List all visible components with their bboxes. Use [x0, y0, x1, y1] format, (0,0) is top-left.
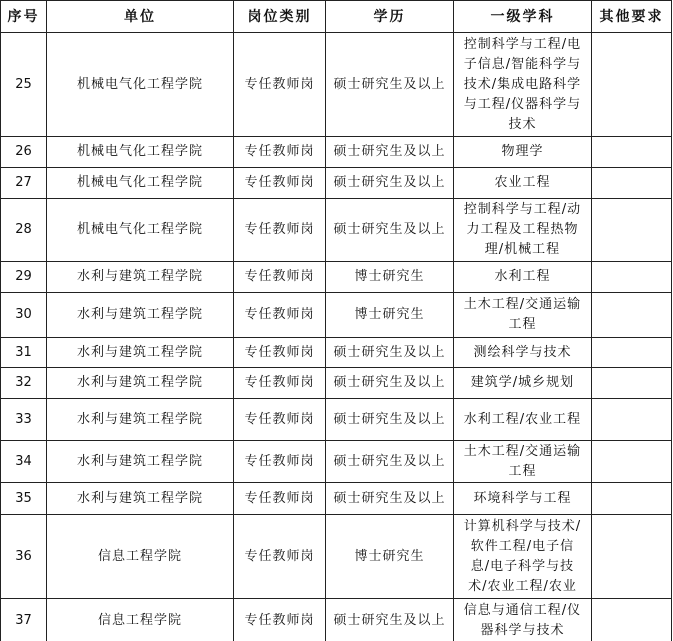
- cell-discipline-wrap: [454, 293, 592, 338]
- cell-post-type: 专任教师岗: [234, 293, 326, 338]
- cell-other: [592, 515, 672, 599]
- table-row: [1, 168, 672, 199]
- cell-discipline: 土木工程/交通运输工程: [463, 297, 582, 332]
- cell-education: 硕士研究生及以上: [326, 137, 454, 168]
- header-education: 学历: [326, 1, 454, 33]
- table-row: [1, 368, 672, 399]
- cell-discipline: 农业工程: [494, 175, 551, 190]
- cell-education: 硕士研究生及以上: [326, 399, 454, 441]
- cell-unit: 信息工程学院: [47, 515, 234, 599]
- cell-discipline-wrap: [454, 399, 592, 441]
- cell-discipline-wrap: [454, 262, 592, 293]
- cell-post-type: 专任教师岗: [234, 338, 326, 368]
- cell-other: [592, 293, 672, 338]
- header-discipline: 一级学科: [454, 1, 592, 33]
- cell-unit: 水利与建筑工程学院: [47, 368, 234, 399]
- cell-discipline-wrap: [454, 483, 592, 515]
- cell-unit: 水利与建筑工程学院: [47, 441, 234, 483]
- cell-unit: 水利与建筑工程学院: [47, 293, 234, 338]
- cell-discipline-wrap: [454, 199, 592, 262]
- cell-education: 硕士研究生及以上: [326, 168, 454, 199]
- table-row: [1, 137, 672, 168]
- cell-post-type: 专任教师岗: [234, 599, 326, 641]
- table-row: [1, 293, 672, 338]
- cell-discipline: 计算机科学与技术/软件工程/电子信息/电子科学与技术/农业工程/农业: [463, 518, 582, 594]
- cell-discipline: 建筑学/城乡规划: [470, 375, 575, 390]
- cell-discipline-wrap: [454, 137, 592, 168]
- cell-unit: 水利与建筑工程学院: [47, 483, 234, 515]
- cell-unit: 机械电气化工程学院: [47, 137, 234, 168]
- cell-education: 硕士研究生及以上: [326, 483, 454, 515]
- cell-discipline: 水利工程: [494, 269, 551, 284]
- cell-other: [592, 483, 672, 515]
- cell-other: [592, 599, 672, 641]
- cell-other: [592, 262, 672, 293]
- cell-unit: 水利与建筑工程学院: [47, 338, 234, 368]
- cell-education: 硕士研究生及以上: [326, 199, 454, 262]
- cell-post-type: 专任教师岗: [234, 262, 326, 293]
- cell-seq: 29: [1, 262, 47, 293]
- cell-education: 博士研究生: [326, 262, 454, 293]
- table-row: [1, 33, 672, 137]
- table-row: [1, 599, 672, 641]
- cell-other: [592, 338, 672, 368]
- cell-seq: 33: [1, 399, 47, 441]
- cell-post-type: 专任教师岗: [234, 399, 326, 441]
- cell-seq: 31: [1, 338, 47, 368]
- cell-discipline-wrap: [454, 599, 592, 641]
- cell-education: 硕士研究生及以上: [326, 368, 454, 399]
- header-seq: 序号: [1, 1, 47, 33]
- cell-discipline: 水利工程/农业工程: [463, 411, 582, 427]
- cell-discipline: 土木工程/交通运输工程: [463, 443, 582, 479]
- table-row: [1, 441, 672, 483]
- cell-discipline: 控制科学与工程/电子信息/智能科学与技术/集成电路科学与工程/仪器科学与技术: [463, 36, 582, 132]
- cell-other: [592, 441, 672, 483]
- cell-post-type: 专任教师岗: [234, 441, 326, 483]
- cell-post-type: 专任教师岗: [234, 199, 326, 262]
- cell-seq: 27: [1, 168, 47, 199]
- cell-other: [592, 33, 672, 137]
- table-row: [1, 515, 672, 599]
- table-header-row: [1, 1, 672, 33]
- cell-post-type: 专任教师岗: [234, 137, 326, 168]
- cell-post-type: 专任教师岗: [234, 515, 326, 599]
- table-row: [1, 262, 672, 293]
- cell-post-type: 专任教师岗: [234, 483, 326, 515]
- cell-unit: 机械电气化工程学院: [47, 33, 234, 137]
- cell-discipline: 测绘科学与技术: [473, 344, 572, 360]
- header-other: 其他要求: [592, 1, 672, 33]
- cell-education: 硕士研究生及以上: [326, 338, 454, 368]
- cell-unit: 水利与建筑工程学院: [47, 262, 234, 293]
- table-row: [1, 199, 672, 262]
- cell-other: [592, 399, 672, 441]
- cell-discipline: 信息与通信工程/仪器科学与技术: [463, 603, 582, 638]
- cell-education: 博士研究生: [326, 293, 454, 338]
- cell-seq: 32: [1, 368, 47, 399]
- cell-other: [592, 199, 672, 262]
- cell-discipline-wrap: [454, 515, 592, 599]
- cell-unit: 机械电气化工程学院: [47, 199, 234, 262]
- header-unit: 单位: [47, 1, 234, 33]
- cell-education: 硕士研究生及以上: [326, 599, 454, 641]
- cell-other: [592, 368, 672, 399]
- cell-unit: 机械电气化工程学院: [47, 168, 234, 199]
- cell-seq: 28: [1, 199, 47, 262]
- table-row: [1, 483, 672, 515]
- cell-seq: 34: [1, 441, 47, 483]
- cell-education: 博士研究生: [326, 515, 454, 599]
- cell-discipline: 物理学: [501, 144, 544, 159]
- header-post-type: 岗位类别: [234, 1, 326, 33]
- cell-seq: 37: [1, 599, 47, 641]
- cell-education: 硕士研究生及以上: [326, 33, 454, 137]
- table-row: [1, 338, 672, 368]
- cell-discipline-wrap: [454, 33, 592, 137]
- cell-other: [592, 168, 672, 199]
- cell-unit: 信息工程学院: [47, 599, 234, 641]
- cell-seq: 36: [1, 515, 47, 599]
- cell-discipline: 环境科学与工程: [473, 490, 572, 506]
- cell-other: [592, 137, 672, 168]
- cell-unit: 水利与建筑工程学院: [47, 399, 234, 441]
- cell-post-type: 专任教师岗: [234, 168, 326, 199]
- cell-discipline-wrap: [454, 441, 592, 483]
- cell-post-type: 专任教师岗: [234, 368, 326, 399]
- cell-discipline-wrap: [454, 168, 592, 199]
- cell-seq: 26: [1, 137, 47, 168]
- cell-seq: 30: [1, 293, 47, 338]
- cell-seq: 35: [1, 483, 47, 515]
- cell-post-type: 专任教师岗: [234, 33, 326, 137]
- cell-discipline: 控制科学与工程/动力工程及工程热物理/机械工程: [463, 202, 582, 257]
- table-row: [1, 399, 672, 441]
- cell-discipline-wrap: [454, 338, 592, 368]
- cell-discipline-wrap: [454, 368, 592, 399]
- cell-education: 硕士研究生及以上: [326, 441, 454, 483]
- cell-seq: 25: [1, 33, 47, 137]
